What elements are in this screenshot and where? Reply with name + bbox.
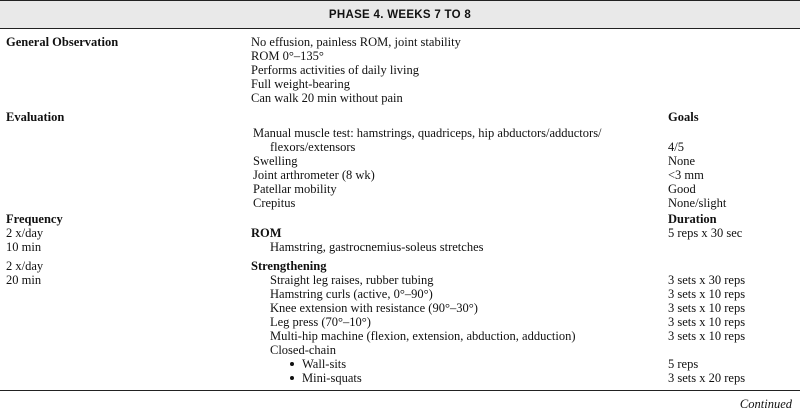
exercise-name: Hamstring curls (active, 0°–90°)	[270, 287, 433, 301]
evaluation-goal: None	[668, 154, 696, 168]
rom-frequency: 2 x/day	[6, 226, 44, 240]
evaluation-goal: <3 mm	[668, 168, 704, 182]
exercise-duration: 3 sets x 10 reps	[668, 315, 746, 329]
evaluation-goal: None/slight	[668, 196, 727, 210]
mmt-line-2: flexors/extensors	[270, 140, 356, 154]
closed-chain-item: Mini-squats	[302, 371, 362, 385]
strengthening-title: Strengthening	[251, 259, 327, 273]
exercise-duration: 3 sets x 10 reps	[668, 301, 746, 315]
closed-chain-item: Wall-sits	[302, 357, 347, 371]
evaluation-test: Swelling	[253, 154, 298, 168]
bottom-rule	[0, 390, 800, 391]
goals-header: Goals	[668, 110, 699, 124]
rom-title: ROM	[251, 226, 282, 240]
observation-item: Full weight-bearing	[251, 77, 350, 91]
evaluation-label: Evaluation	[6, 110, 65, 124]
evaluation-test: Crepitus	[253, 196, 296, 210]
general-observation-label: General Observation	[6, 35, 119, 49]
frequency-label: Frequency	[6, 212, 63, 226]
strength-frequency: 2 x/day	[6, 259, 44, 273]
exercise-name: Straight leg raises, rubber tubing	[270, 273, 434, 287]
bullet-icon	[290, 362, 294, 366]
duration-header: Duration	[668, 212, 717, 226]
exercise-duration: 3 sets x 10 reps	[668, 329, 746, 343]
closed-chain-label: Closed-chain	[270, 343, 336, 357]
observation-item: Can walk 20 min without pain	[251, 91, 403, 105]
rom-duration: 5 reps x 30 sec	[668, 226, 743, 240]
closed-chain-duration: 5 reps	[668, 357, 699, 371]
observation-item: ROM 0°–135°	[251, 49, 324, 63]
exercise-name: Leg press (70°–10°)	[270, 315, 371, 329]
exercise-duration: 3 sets x 30 reps	[668, 273, 746, 287]
observation-item: No effusion, painless ROM, joint stability	[251, 35, 461, 49]
mmt-line-1: Manual muscle test: hamstrings, quadriceps, hip abductors/adductors/	[253, 126, 602, 140]
phase-title: PHASE 4. WEEKS 7 TO 8	[328, 8, 472, 21]
bullet-icon	[290, 376, 294, 380]
rom-time: 10 min	[6, 240, 42, 254]
evaluation-goal: Good	[668, 182, 696, 196]
exercise-duration: 3 sets x 10 reps	[668, 287, 746, 301]
observation-item: Performs activities of daily living	[251, 63, 420, 77]
mmt-goal: 4/5	[668, 140, 684, 154]
exercise-name: Knee extension with resistance (90°–30°)	[270, 301, 478, 315]
evaluation-test: Patellar mobility	[253, 182, 337, 196]
continued-note: Continued	[739, 397, 792, 411]
closed-chain-duration: 3 sets x 20 reps	[668, 371, 746, 385]
exercise-name: Multi-hip machine (flexion, extension, abduction, adduction)	[270, 329, 576, 343]
evaluation-test: Joint arthrometer (8 wk)	[253, 168, 375, 182]
rom-exercise: Hamstring, gastrocnemius-soleus stretches	[270, 240, 484, 254]
strength-time: 20 min	[6, 273, 42, 287]
phase-header	[0, 0, 800, 29]
